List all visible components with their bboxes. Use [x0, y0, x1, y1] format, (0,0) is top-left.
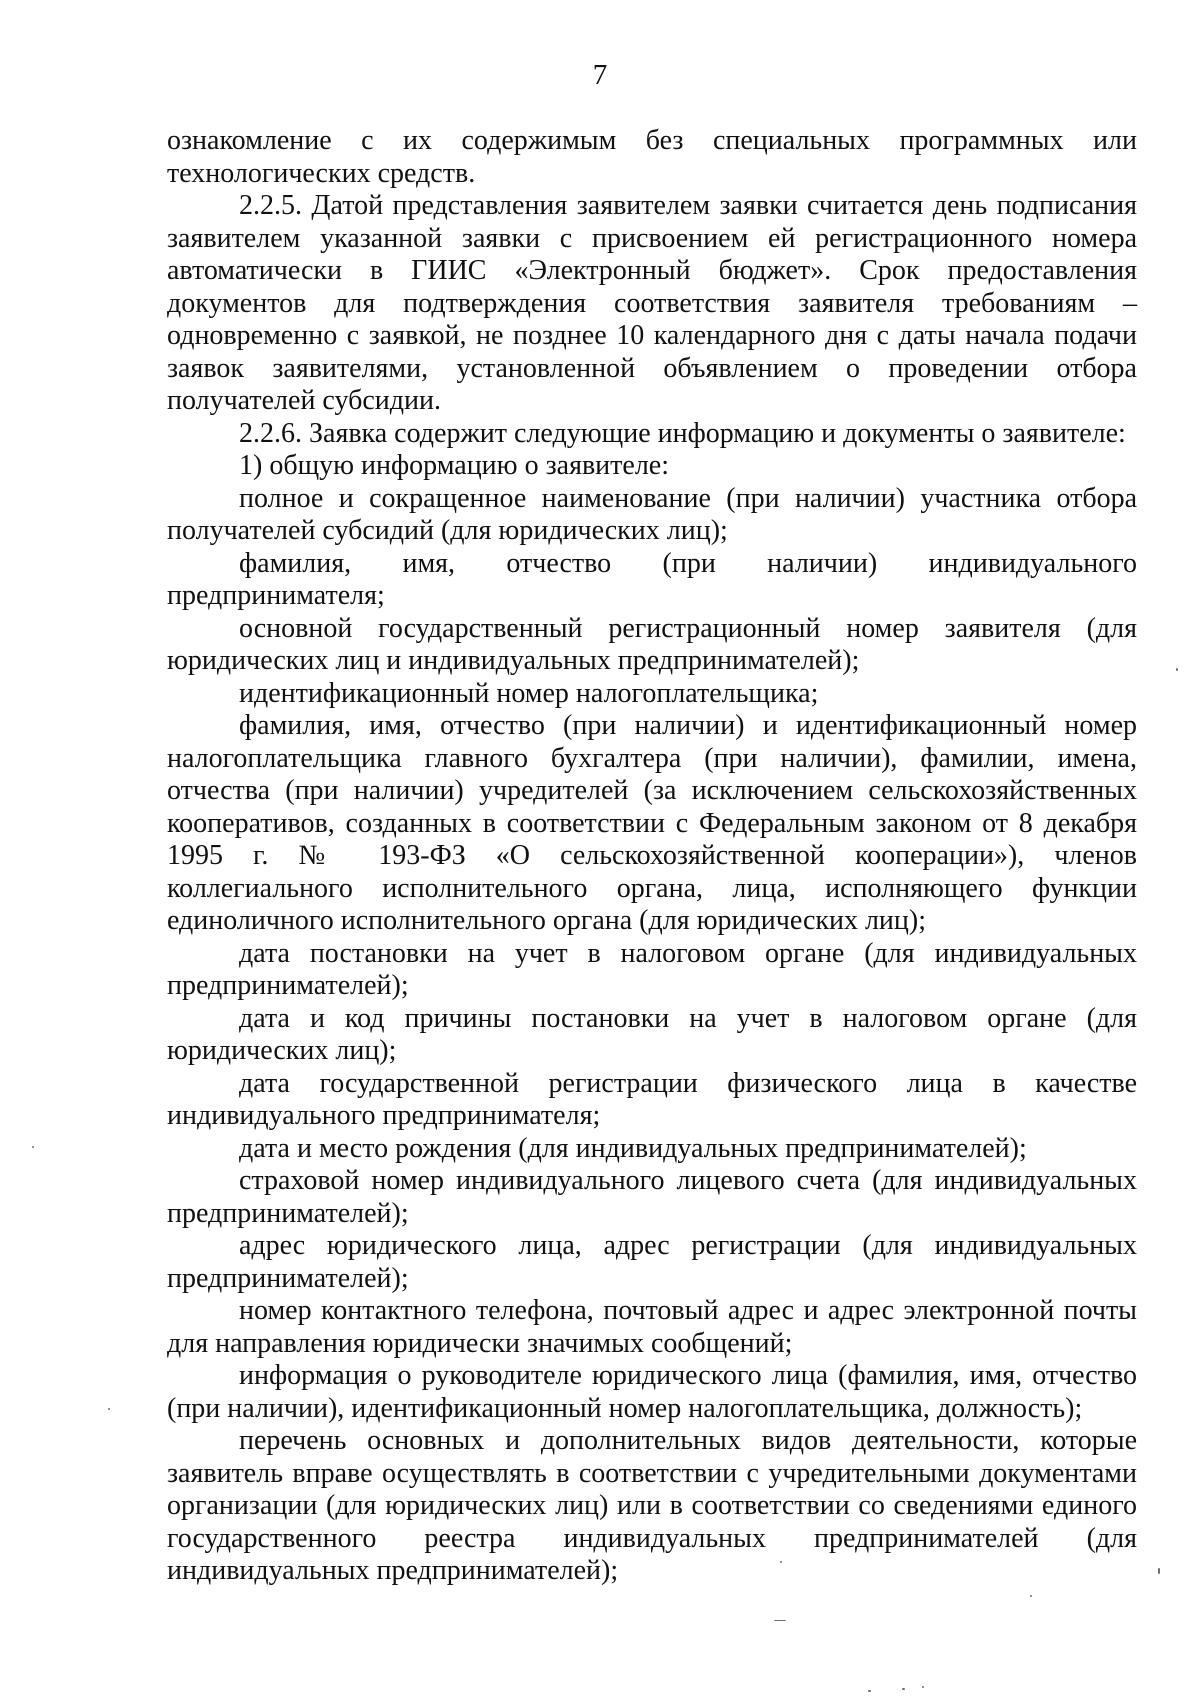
document-body: [167, 125, 1137, 1588]
paragraph: 1) общую информацию о заявителе:: [239, 450, 669, 481]
scan-speck: [108, 1408, 110, 1410]
scan-speck: [1158, 1568, 1160, 1574]
scan-speck: [774, 1620, 786, 1621]
paragraph: перечень основных и дополнительных видов деятельности, которые заявитель вправе осуществлять в соответствии с учредительными документами организации (для юридических лиц) или в соответствии со сведениями единого государственного реестра индивидуальных предпринимателей (для индивидуальных предпринимателей);: [167, 1425, 1137, 1586]
scan-speck: [922, 1686, 924, 1688]
paragraph: страховой номер индивидуального лицевого счета (для индивидуальных предпринимателей);: [167, 1165, 1137, 1229]
paragraph: дата и место рождения (для индивидуальных предпринимателей);: [239, 1132, 1027, 1164]
paragraph: полное и сокращенное наименование (при наличии) участника отбора получателей субсидий (для юридических лиц);: [167, 482, 1137, 546]
scan-speck: [32, 1146, 34, 1148]
paragraph: 2.2.5. Датой представления заявителем заявки считается день подписания заявителем указанной заявки с присвоением ей регистрационного номера автоматически в ГИИС «Электронный бюджет». Срок предоставления документов для подтверждения соответствия заявителя требованиям – одновременно с заявкой, не позднее 10 календарного дня с даты начала подачи заявок заявителями, установленной объявлением о проведении отбора получателей субсидии.: [167, 190, 1137, 416]
paragraph: адрес юридического лица, адрес регистрации (для индивидуальных предпринимателей);: [167, 1230, 1137, 1294]
paragraph: информация о руководителе юридического лица (фамилия, имя, отчество (при наличии), идентификационный номер налогоплательщика, должность);: [167, 1360, 1137, 1424]
scan-speck: [868, 1690, 871, 1692]
paragraph: дата государственной регистрации физического лица в качестве индивидуального предпринимателя;: [167, 1067, 1137, 1131]
scan-speck: [902, 1688, 905, 1690]
paragraph: фамилия, имя, отчество (при наличии) индивидуального предпринимателя;: [167, 547, 1137, 611]
paragraph: 2.2.6. Заявка содержит следующие информацию и документы о заявителе:: [239, 417, 1126, 449]
paragraph: идентификационный номер налогоплательщика;: [239, 677, 819, 709]
scan-speck: [1176, 668, 1178, 671]
paragraph: дата и код причины постановки на учет в налоговом органе (для юридических лиц);: [167, 1002, 1137, 1066]
scan-speck: [1030, 1595, 1032, 1597]
page-number: 7: [592, 59, 608, 91]
paragraph: основной государственный регистрационный номер заявителя (для юридических лиц и индивидуальных предпринимателей);: [167, 612, 1137, 676]
paragraph: ознакомление с их содержимым без специальных программных или технологических средств.: [167, 125, 1137, 189]
scan-speck: [780, 1561, 782, 1563]
paragraph: номер контактного телефона, почтовый адрес и адрес электронной почты для направления юридически значимых сообщений;: [167, 1295, 1137, 1359]
paragraph: дата постановки на учет в налоговом органе (для индивидуальных предпринимателей);: [167, 937, 1137, 1001]
paragraph: фамилия, имя, отчество (при наличии) и идентификационный номер налогоплательщика главного бухгалтера (при наличии), фамилии, имена, отчества (при наличии) учредителей (за исключением сельскохозяйственных кооперативов, созданных в соответствии с Федеральным законом от 8 декабря 1995 г. № 193-ФЗ «О сельскохозяйственной кооперации»), членов коллегиального исполнительного органа, лица, исполняющего функции единоличного исполнительного органа (для юридических лиц);: [167, 710, 1137, 936]
